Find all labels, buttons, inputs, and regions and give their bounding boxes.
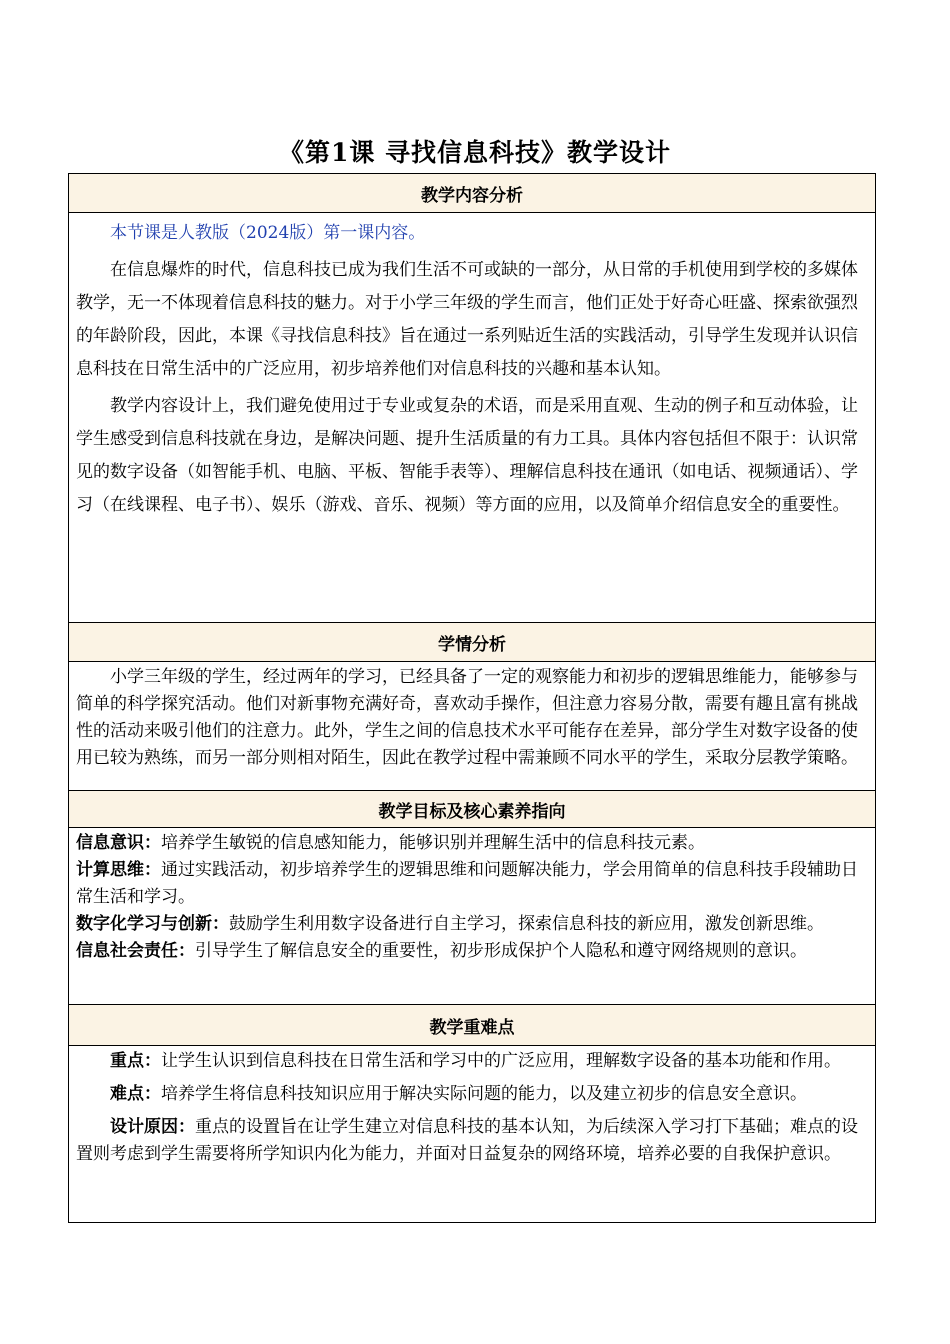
lesson-plan-table — [68, 173, 876, 1223]
section-header-keypoints: 教学重难点 — [69, 1005, 876, 1046]
section-header-goals: 教学目标及核心素养指向 — [69, 791, 876, 828]
keypoint-text: 重点的设置旨在让学生建立对信息科技的基本认知，为后续深入学习打下基础；难点的设置则考虑到学生需要将所学知识内化为能力，并面对日益复杂的网络环境，培养必要的自我保护意识。 — [76, 1117, 858, 1164]
section-header-content: 教学内容分析 — [69, 174, 876, 213]
goal-text: 培养学生敏锐的信息感知能力，能够识别并理解生活中的信息科技元素。 — [161, 833, 705, 853]
content-paragraph-2: 教学内容设计上，我们避免使用过于专业或复杂的术语，而是采用直观、生动的例子和互动体验，让学生感受到信息科技就在身边，是解决问题、提升生活质量的有力工具。具体内容包括但不限于：认识常见的数字设备（如智能手机、电脑、平板、智能手表等）、理解信息科技在通讯（如电话、视频通话）、学习（在线课程、电子书）、娱乐（游戏、音乐、视频）等方面的应用，以及简单介绍信息安全的重要性。 — [76, 396, 858, 515]
keypoint-text: 培养学生将信息科技知识应用于解决实际问题的能力，以及建立初步的信息安全意识。 — [161, 1084, 807, 1104]
goal-item — [76, 911, 868, 938]
keypoint-label: 重点： — [110, 1051, 161, 1071]
keypoint-item — [76, 1048, 868, 1075]
section-body-students — [69, 662, 876, 791]
section-body-keypoints — [69, 1046, 876, 1223]
keypoint-label: 设计原因： — [110, 1117, 195, 1137]
students-paragraph: 小学三年级的学生，经过两年的学习，已经具备了一定的观察能力和初步的逻辑思维能力，能够参与简单的科学探究活动。他们对新事物充满好奇，喜欢动手操作，但注意力容易分散，需要有趣且富有挑战性的活动来吸引他们的注意力。此外，学生之间的信息技术水平可能存在差异，部分学生对数字设备的使用已较为熟练，而另一部分则相对陌生，因此在教学过程中需兼顾不同水平的学生，采取分层教学策略。 — [76, 667, 858, 768]
section-body-goals — [69, 828, 876, 1005]
keypoint-label: 难点： — [110, 1084, 161, 1104]
goal-text: 通过实践活动，初步培养学生的逻辑思维和问题解决能力，学会用简单的信息科技手段辅助日常生活和学习。 — [76, 860, 858, 907]
section-body-content — [69, 213, 876, 623]
goal-item — [76, 857, 868, 911]
section-header-students: 学情分析 — [69, 623, 876, 662]
goal-label: 信息社会责任： — [76, 941, 195, 961]
goal-text: 鼓励学生利用数字设备进行自主学习，探索信息科技的新应用，激发创新思维。 — [229, 914, 824, 934]
goal-item — [76, 830, 868, 857]
keypoint-item — [76, 1114, 868, 1168]
goal-label: 计算思维： — [76, 860, 161, 880]
keypoint-item — [76, 1081, 868, 1108]
goal-item — [76, 938, 868, 965]
goal-label: 数字化学习与创新： — [76, 914, 229, 934]
document-title: 《第1课 寻找信息科技》教学设计 — [278, 138, 672, 167]
keypoint-text: 让学生认识到信息科技在日常生活和学习中的广泛应用，理解数字设备的基本功能和作用。 — [161, 1051, 841, 1071]
goal-label: 信息意识： — [76, 833, 161, 853]
goal-text: 引导学生了解信息安全的重要性，初步形成保护个人隐私和遵守网络规则的意识。 — [195, 941, 807, 961]
edition-note: 本节课是人教版（2024版）第一课内容。 — [110, 223, 426, 243]
content-paragraph-1: 在信息爆炸的时代，信息科技已成为我们生活不可或缺的一部分，从日常的手机使用到学校的多媒体教学，无一不体现着信息科技的魅力。对于小学三年级的学生而言，他们正处于好奇心旺盛、探索欲强烈的年龄阶段，因此，本课《寻找信息科技》旨在通过一系列贴近生活的实践活动，引导学生发现并认识信息科技在日常生活中的广泛应用，初步培养他们对信息科技的兴趣和基本认知。 — [76, 260, 858, 379]
